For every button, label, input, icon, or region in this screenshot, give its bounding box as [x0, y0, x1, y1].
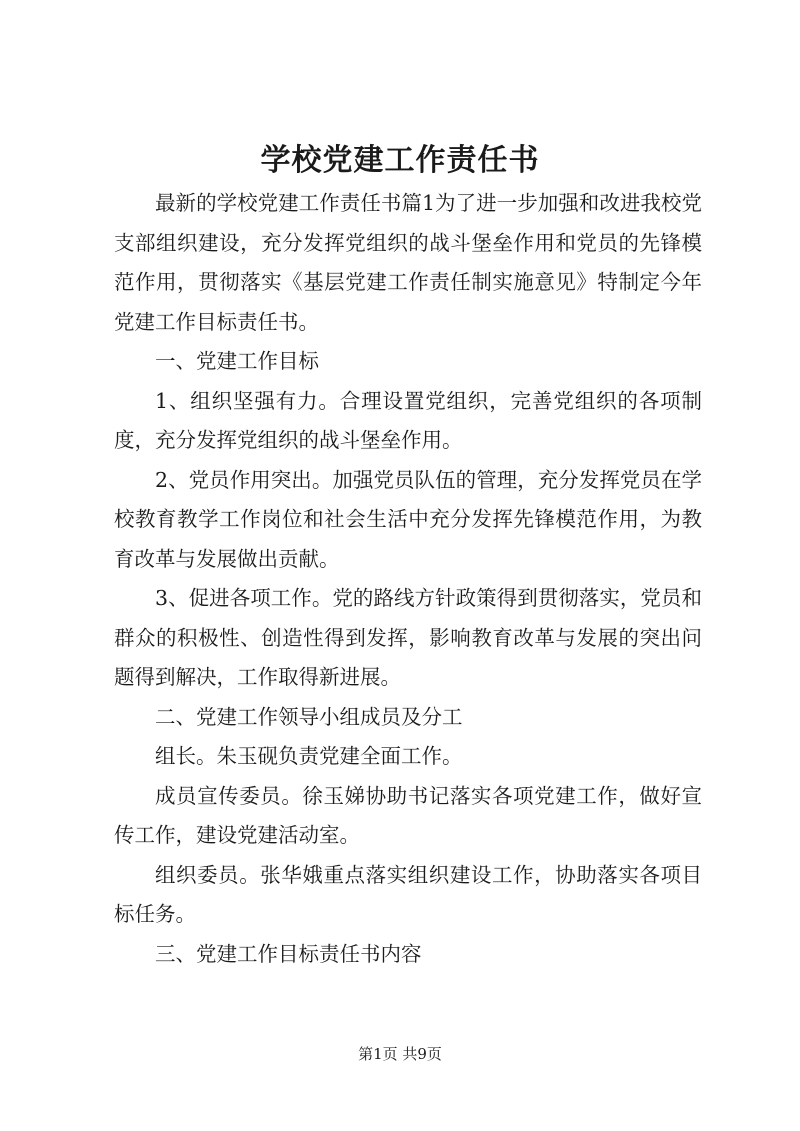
paragraph-goal-2: 2、党员作用突出。加强党员队伍的管理，充分发挥党员在学校教育教学工作岗位和社会生活中充分发挥先锋模范作用，为教育改革与发展做出贡献。	[114, 467, 702, 571]
paragraph-goal-1: 1、组织坚强有力。合理设置党组织，完善党组织的各项制度，充分发挥党组织的战斗堡垒作用。	[114, 388, 702, 452]
document-body	[114, 184, 702, 974]
page-number-footer: 第1页 共9页	[358, 1045, 442, 1063]
paragraph-goal-3: 3、促进各项工作。党的路线方针政策得到贯彻落实，党员和群众的积极性、创造性得到发挥，影响教育改革与发展的突出问题得到解决，工作取得新进展。	[114, 586, 702, 689]
document-title: 学校党建工作责任书	[260, 143, 540, 178]
paragraph-organization-member: 组织委员。张华娥重点落实组织建设工作，协助落实各项目标任务。	[114, 862, 702, 926]
heading-section-3: 三、党建工作目标责任书内容	[155, 941, 422, 966]
heading-section-1: 一、党建工作目标	[155, 349, 319, 373]
paragraph-intro: 最新的学校党建工作责任书篇1为了进一步加强和改进我校党支部组织建设，充分发挥党组织的战斗堡垒作用和党员的先锋模范作用，贯彻落实《基层党建工作责任制实施意见》特制定今年党建工作目标责任书。	[114, 191, 702, 334]
paragraph-leader: 组长。朱玉砚负责党建全面工作。	[155, 744, 463, 768]
paragraph-publicity-member: 成员宣传委员。徐玉娣协助书记落实各项党建工作，做好宣传工作，建设党建活动室。	[114, 783, 702, 847]
heading-section-2: 二、党建工作领导小组成员及分工	[155, 704, 463, 729]
